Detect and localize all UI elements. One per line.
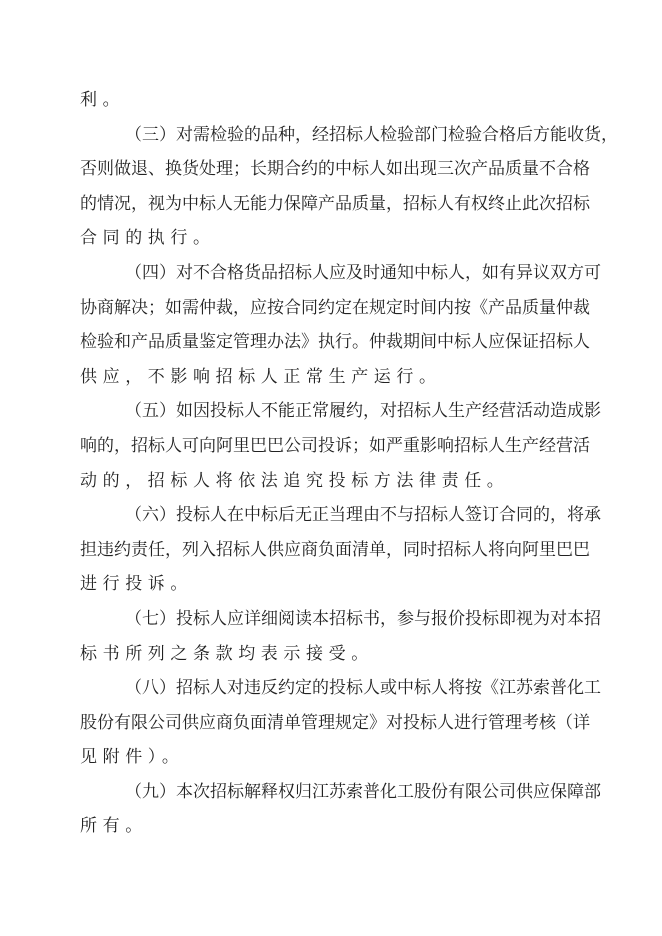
text-line: （五）如因投标人不能正常履约，对招标人生产经营活动造成影 <box>125 401 601 422</box>
text-line: 进行投诉。 <box>80 574 193 595</box>
paragraph <box>80 671 601 775</box>
text-line: 否则做退、换货处理；长期合约的中标人如出现三次产品质量不合格 <box>80 159 590 180</box>
text-line: 标书所列之条款均表示接受。 <box>80 643 374 664</box>
text-line: 检验和产品质量鉴定管理办法》执行。仲裁期间中标人应保证招标人 <box>80 332 590 353</box>
document-page <box>80 83 618 844</box>
paragraph <box>80 602 601 671</box>
text-line: 协商解决；如需仲裁，应按合同约定在规定时间内按《产品质量仲裁 <box>80 297 590 318</box>
text-line: （六）投标人在中标后无正当理由不与招标人签订合同的，将承 <box>125 505 601 526</box>
text-line: 担违约责任，列入招标人供应商负面清单，同时招标人将向阿里巴巴 <box>80 539 590 560</box>
text-line: （三）对需检验的品种，经招标人检验部门检验合格后方能收货， <box>125 124 618 145</box>
text-line: 合同的执行。 <box>80 228 216 249</box>
paragraph <box>80 118 618 256</box>
paragraph <box>80 394 601 498</box>
text-line: 响的，招标人可向阿里巴巴公司投诉；如严重影响招标人生产经营活 <box>80 435 590 456</box>
paragraph <box>80 256 601 394</box>
text-line: 的情况，视为中标人无能力保障产品质量，招标人有权终止此次招标 <box>80 193 590 214</box>
text-line: （七）投标人应详细阅读本招标书，参与报价投标即视为对本招 <box>125 608 601 629</box>
text-line: 利。 <box>80 90 126 110</box>
text-line: （八）招标人对违反约定的投标人或中标人将按《江苏索普化工 <box>125 678 601 699</box>
paragraph <box>80 775 601 844</box>
text-line: （九）本次招标解释权归江苏索普化工股份有限公司供应保障部 <box>125 781 601 802</box>
text-line: 见附件）。 <box>80 747 185 768</box>
text-line: 股份有限公司供应商负面清单管理规定》对投标人进行管理考核（详 <box>80 712 590 733</box>
paragraph <box>80 83 582 118</box>
text-line: （四）对不合格货品招标人应及时通知中标人，如有异议双方可 <box>125 262 601 283</box>
paragraph <box>80 498 601 602</box>
text-line: 所有。 <box>80 816 148 837</box>
text-line: 供应，不影响招标人正常生产运行。 <box>80 366 442 387</box>
text-line: 动的，招标人将依法追究投标方法律责任。 <box>80 470 510 491</box>
